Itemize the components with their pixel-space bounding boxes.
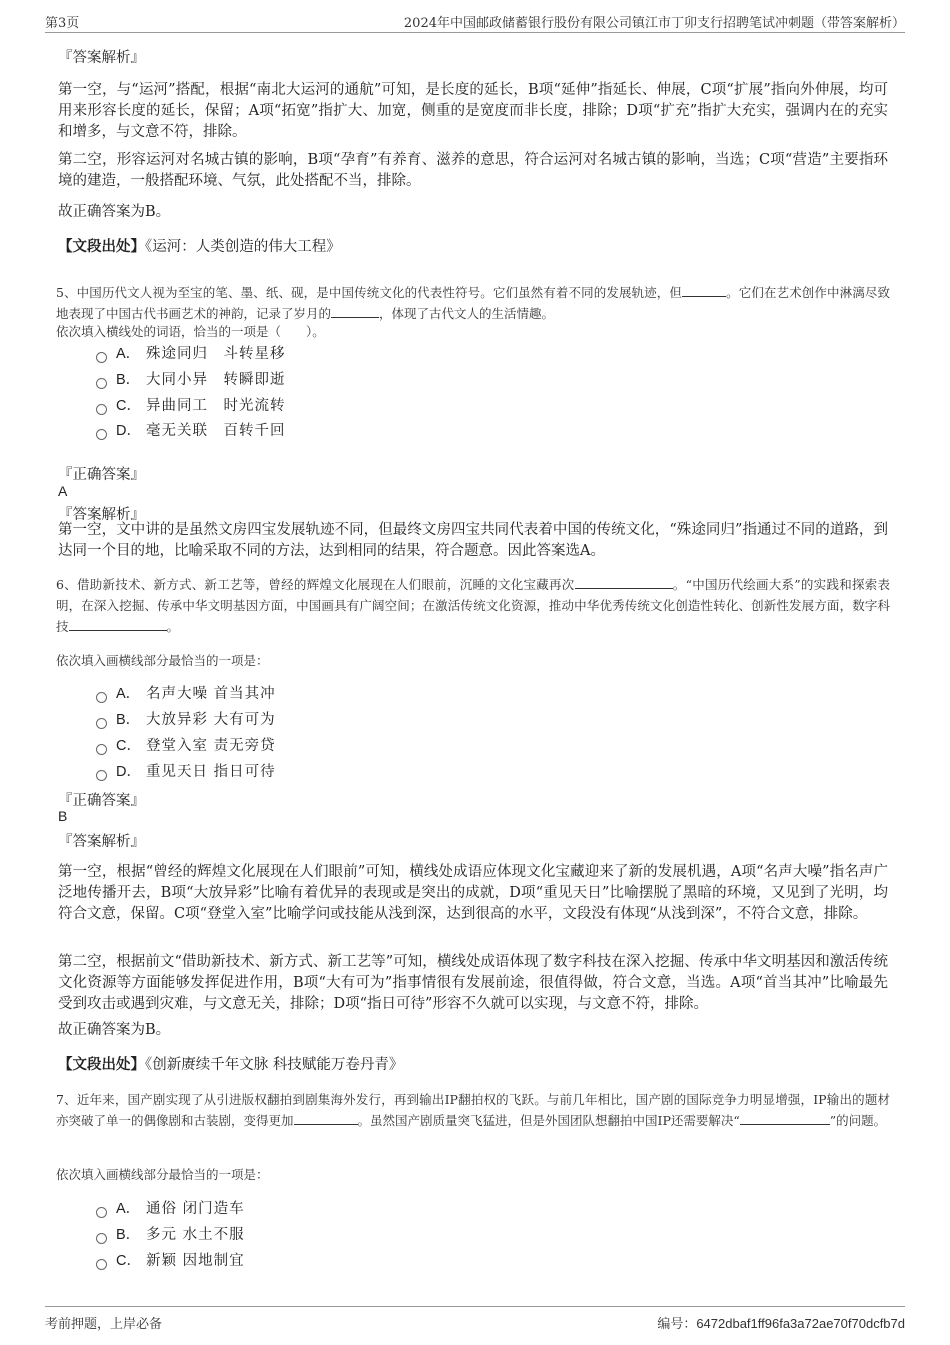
radio-icon[interactable] — [96, 1207, 107, 1218]
q6-stem-part-c: 。 — [166, 619, 180, 634]
radio-icon[interactable] — [96, 352, 107, 363]
q6-stem-part-b: 。“中国历代绘画大系”的实践和探索表明，在深入挖掘、传承中华文明基因方面，中国画具有广阔空间；在激活传统文化资源，推动中华优秀传统文化创造性转化、创新性发展方面，数字科技 — [56, 577, 890, 634]
option-letter: C． — [116, 1253, 141, 1269]
option-text: 重见天日 指日可待 — [146, 764, 276, 780]
option-text: 名声大噪 首当其冲 — [146, 686, 276, 702]
q6-stem — [56, 574, 890, 637]
q6-conclusion: 故正确答案为B。 — [58, 1022, 171, 1038]
radio-icon[interactable] — [96, 404, 107, 415]
q6-stem-part-a: 6、借助新技术、新方式、新工艺等，曾经的辉煌文化展现在人们眼前，沉睡的文化宝藏再次 — [56, 577, 575, 592]
q6-source-title: 《创新赓续千年文脉 科技赋能万卷丹青》 — [145, 1057, 404, 1073]
q6-analysis-label: 『答案解析』 — [58, 834, 145, 850]
q4-analysis-p1: 第一空，与“运河”搭配，根据“南北大运河的通航”可知，是长度的延长，B项“延伸”指延长、伸展，C项“扩展”指向外伸展，均可用来形容长度的延长，保留；A项“拓宽”指扩大、加宽，侧重的是宽度而非长度，排除；D项“扩充”指扩大充实，强调内在的充实和增多，与文意不符，排除。 — [58, 82, 888, 140]
q7-stem — [56, 1089, 890, 1131]
q6-instruction: 依次填入画横线部分最恰当的一项是： — [56, 653, 269, 668]
q5-instruction: 依次填入横线处的词语，恰当的一项是（ ）。 — [56, 324, 325, 339]
q4-source-title: 《运河：人类创造的伟大工程》 — [145, 239, 341, 255]
q5-answer-label: 『正确答案』 — [58, 467, 145, 483]
q6-blank-2 — [69, 618, 167, 631]
footer-slogan: 考前押题，上岸必备 — [45, 1317, 163, 1332]
q6-source-label: 【文段出处】 — [58, 1056, 145, 1073]
q4-analysis-label: 『答案解析』 — [58, 50, 145, 66]
radio-icon[interactable] — [96, 1233, 107, 1244]
q7-instruction: 依次填入画横线部分最恰当的一项是： — [56, 1167, 269, 1182]
option-text: 毫无关联 百转千回 — [146, 423, 286, 439]
q7-stem-part-a: 7、近年来，国产剧实现了从引进版权翻拍到剧集海外发行，再到输出IP翻拍权的飞跃。与前几年相比，国产剧的国际竞争力明显增强，IP输出的题材亦突破了单一的偶像剧和古装剧，变得更加 — [56, 1092, 890, 1128]
q7-option-a[interactable] — [96, 1198, 245, 1220]
q5-stem — [56, 282, 890, 324]
document-title: 2024年中国邮政储蓄银行股份有限公司镇江市丁卯支行招聘笔试冲刺题（带答案解析） — [403, 16, 905, 31]
radio-icon[interactable] — [96, 429, 107, 440]
q5-blank-2 — [331, 305, 379, 318]
q7-stem-part-b: 。虽然国产剧质量突飞猛进，但是外国团队想翻拍中国IP还需要解决“ — [357, 1113, 740, 1128]
q6-analysis-p1: 第一空，根据“曾经的辉煌文化展现在人们眼前”可知，横线处成语应体现文化宝藏迎来了新的发展机遇，A项“名声大噪”指名声广泛地传播开去，B项“大放异彩”比喻有着优异的表现或是突出的成就，D项“重见天日”比喻摆脱了黑暗的环境，又见到了光明，均符合文意，保留。C项“登堂入室”比喻学问或技能从浅到深，达到很高的水平，文段没有体现“从浅到深”，不符合文意，排除。 — [58, 864, 888, 922]
option-letter: A． — [116, 346, 141, 362]
radio-icon[interactable] — [96, 718, 107, 729]
option-text: 多元 水土不服 — [146, 1227, 245, 1243]
q4-source — [58, 236, 888, 258]
q5-stem-part-c: ，体现了古代文人的生活情趣。 — [379, 306, 555, 321]
option-letter: B． — [116, 712, 141, 728]
option-text: 大同小异 转瞬即逝 — [146, 372, 286, 388]
q5-option-d[interactable] — [96, 420, 286, 442]
q7-stem-part-c: ”的问题。 — [829, 1113, 887, 1128]
radio-icon[interactable] — [96, 1259, 107, 1270]
page-header — [45, 10, 905, 33]
q4-analysis-p2: 第二空，形容运河对名城古镇的影响，B项“孕育”有养育、滋养的意思，符合运河对名城古镇的影响，当选；C项“营造”主要指环境的建造，一般搭配环境、气氛，此处搭配不当，排除。 — [58, 152, 888, 189]
q5-stem-part-a: 5、中国历代文人视为至宝的笔、墨、纸、砚，是中国传统文化的代表性符号。它们虽然有着不同的发展轨迹，但 — [56, 285, 683, 300]
radio-icon[interactable] — [96, 770, 107, 781]
option-text: 通俗 闭门造车 — [146, 1201, 245, 1217]
option-text: 异曲同工 时光流转 — [146, 398, 286, 414]
option-letter: D． — [116, 423, 141, 439]
page-number: 第3页 — [45, 16, 80, 31]
q4-conclusion: 故正确答案为B。 — [58, 204, 171, 220]
q5-option-c[interactable] — [96, 395, 286, 417]
q5-analysis-label: 『答案解析』 — [58, 507, 145, 523]
option-letter: A． — [116, 1201, 141, 1217]
q5-option-b[interactable] — [96, 369, 286, 391]
option-letter: A． — [116, 686, 141, 702]
q6-answer-label: 『正确答案』 — [58, 793, 145, 809]
radio-icon[interactable] — [96, 692, 107, 703]
q5-stem-part-b: 。它们在艺术创作中淋漓尽致地表现了中国古代书画艺术的神韵，记录了岁月的 — [56, 285, 890, 321]
q6-analysis-p2: 第二空，根据前文“借助新技术、新方式、新工艺等”可知，横线处成语体现了数字科技在深入挖掘、传承中华文明基因和激活传统文化资源等方面能够发挥促进作用，B项“大有可为”指事情很有发展前途，很值得做，符合文意，当选。A项“首当其冲”比喻最先受到攻击或遇到灾难，与文意无关，排除；D项“指日可待”形容不久就可以实现，与文意不符，排除。 — [58, 954, 888, 1012]
q5-analysis: 第一空，文中讲的是虽然文房四宝发展轨迹不同，但最终文房四宝共同代表着中国的传统文化，“殊途同归”指通过不同的道路，到达同一个目的地，比喻采取不同的方法，达到相同的结果，符合题意。因此答案选A。 — [58, 522, 888, 559]
q6-blank-1 — [575, 576, 673, 589]
q6-option-c[interactable] — [96, 735, 276, 757]
q6-option-a[interactable] — [96, 683, 276, 705]
option-text: 登堂入室 责无旁贷 — [146, 738, 276, 754]
option-text: 殊途同归 斗转星移 — [146, 346, 286, 362]
q6-option-b[interactable] — [96, 709, 276, 731]
option-letter: C． — [116, 398, 141, 414]
q6-answer: B — [58, 808, 68, 824]
option-text: 大放异彩 大有可为 — [146, 712, 276, 728]
q7-option-c[interactable] — [96, 1250, 245, 1272]
q7-blank-1 — [294, 1112, 358, 1125]
option-letter: B． — [116, 1227, 141, 1243]
radio-icon[interactable] — [96, 744, 107, 755]
q6-source — [58, 1054, 888, 1076]
q6-option-d[interactable] — [96, 761, 276, 783]
option-text: 新颖 因地制宜 — [146, 1253, 245, 1269]
q7-blank-2 — [740, 1112, 830, 1125]
page-footer — [45, 1306, 905, 1332]
document-id: 编号：6472dbaf1ff96fa3a72ae70f70dcfb7d — [657, 1316, 905, 1331]
radio-icon[interactable] — [96, 378, 107, 389]
q5-answer: A — [58, 483, 68, 499]
q5-option-a[interactable] — [96, 343, 286, 365]
q7-option-b[interactable] — [96, 1224, 245, 1246]
option-letter: B． — [116, 372, 141, 388]
option-letter: C． — [116, 738, 141, 754]
q5-blank-1 — [682, 284, 726, 297]
option-letter: D． — [116, 764, 141, 780]
q4-source-label: 【文段出处】 — [58, 238, 145, 255]
